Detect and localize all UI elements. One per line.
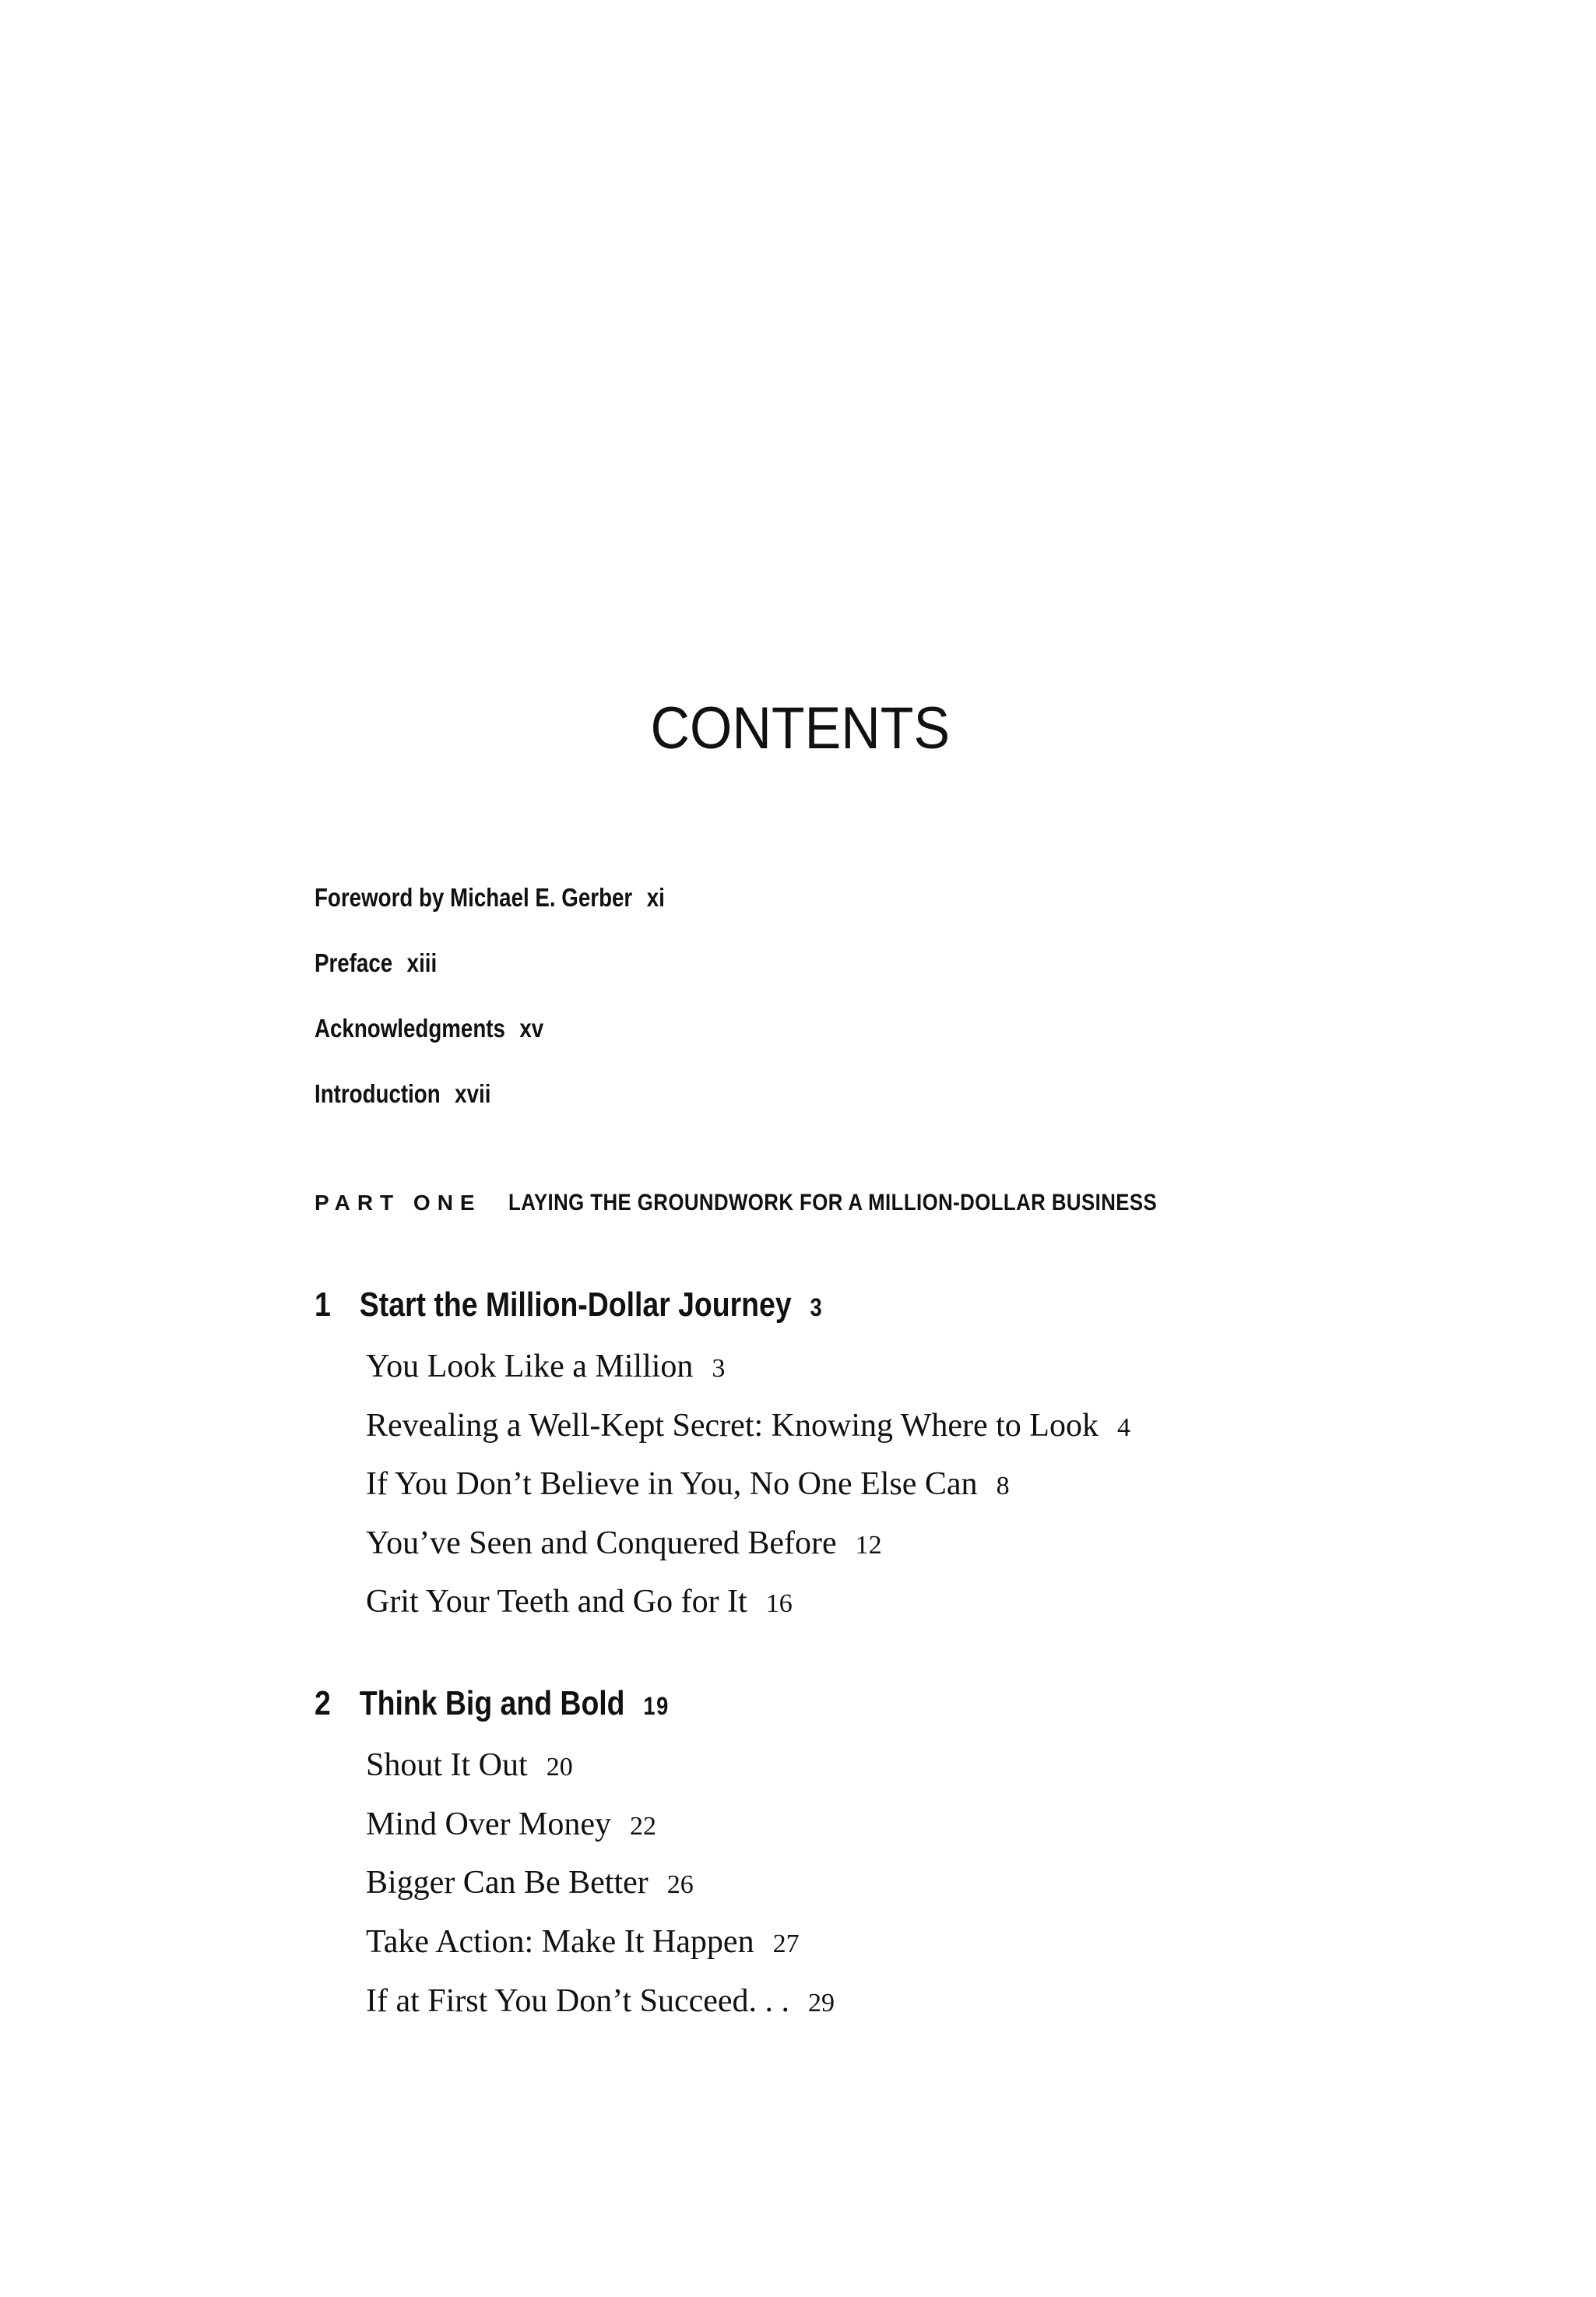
chapter-page: 3 <box>810 1293 824 1321</box>
part-title: LAYING THE GROUNDWORK FOR A MILLION-DOLLAR BUSINESS <box>508 1190 1157 1215</box>
toc-entry-introduction[interactable] <box>315 1081 490 1106</box>
section-page: 8 <box>996 1472 1010 1500</box>
section-page: 22 <box>629 1812 656 1841</box>
toc-entry-page: xvii <box>455 1079 491 1108</box>
chapter-number: 2 <box>315 1684 331 1722</box>
toc-section[interactable] <box>366 1468 1010 1500</box>
page-title: CONTENTS <box>650 695 951 762</box>
chapter-title: Start the Million-Dollar Journey <box>359 1286 792 1324</box>
toc-entry-acknowledgments[interactable] <box>315 1015 543 1041</box>
toc-entry-label: Introduction <box>315 1079 441 1108</box>
chapter-heading-2[interactable] <box>315 1684 670 1722</box>
chapter-page: 19 <box>643 1692 670 1720</box>
chapter-title: Think Big and Bold <box>359 1684 625 1722</box>
section-title: If at First You Don’t Succeed. . . <box>366 1983 790 2019</box>
section-title: You’ve Seen and Conquered Before <box>366 1525 837 1561</box>
toc-section[interactable] <box>366 1749 573 1782</box>
section-title: Revealing a Well-Kept Secret: Knowing Where to Look <box>366 1408 1099 1444</box>
section-page: 3 <box>712 1354 726 1383</box>
toc-entry-page: xv <box>519 1014 544 1043</box>
toc-section[interactable] <box>366 1527 882 1560</box>
section-title: If You Don’t Believe in You, No One Else Can <box>366 1466 978 1502</box>
toc-section[interactable] <box>366 1585 793 1618</box>
chapter-number: 1 <box>315 1286 331 1324</box>
section-page: 26 <box>666 1870 694 1899</box>
section-title: Shout It Out <box>366 1747 528 1783</box>
section-page: 20 <box>546 1753 573 1782</box>
toc-entry-preface[interactable] <box>315 950 437 976</box>
toc-entry-page: xi <box>646 883 665 912</box>
toc-entry-foreword[interactable] <box>315 885 665 910</box>
section-page: 16 <box>765 1589 793 1618</box>
toc-entry-label: Acknowledgments <box>315 1014 505 1043</box>
section-page: 29 <box>808 1989 835 2017</box>
toc-entry-label: Foreword by Michael E. Gerber <box>315 883 633 912</box>
section-title: Grit Your Teeth and Go for It <box>366 1584 747 1620</box>
part-heading <box>315 1191 1262 1215</box>
section-title: Bigger Can Be Better <box>366 1865 649 1901</box>
toc-section[interactable] <box>366 1985 835 2017</box>
toc-section[interactable] <box>366 1350 725 1383</box>
section-title: Mind Over Money <box>366 1806 611 1842</box>
toc-entry-page: xiii <box>406 948 438 977</box>
part-label: PART ONE <box>315 1191 482 1215</box>
toc-section[interactable] <box>366 1409 1130 1442</box>
section-page: 12 <box>855 1531 882 1560</box>
section-page: 4 <box>1116 1413 1130 1442</box>
toc-section[interactable] <box>366 1926 800 1958</box>
section-page: 27 <box>772 1929 800 1958</box>
chapter-heading-1[interactable] <box>315 1288 823 1322</box>
toc-section[interactable] <box>366 1866 694 1899</box>
toc-section[interactable] <box>366 1808 656 1841</box>
toc-entry-label: Preface <box>315 948 393 977</box>
section-title: You Look Like a Million <box>366 1349 694 1384</box>
section-title: Take Action: Make It Happen <box>366 1924 754 1960</box>
